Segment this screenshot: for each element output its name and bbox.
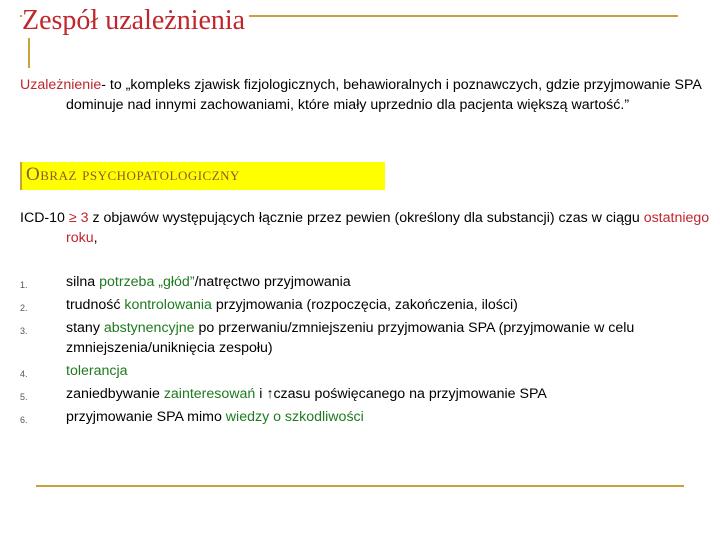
section-banner-label: Obraz psychopatologiczny [26, 164, 240, 185]
icd-threshold: ≥ 3 [68, 210, 89, 226]
list-item-highlight: wiedzy o szkodliwości [225, 409, 364, 425]
list-item-highlight: potrzeba „głód” [99, 274, 195, 290]
definition-term: Uzależnienie [20, 77, 102, 93]
list-item-text: stany [66, 320, 104, 336]
list-item-number: 4. [20, 369, 28, 379]
criteria-list [20, 272, 716, 430]
list-item-text: przyjmowania (rozpoczęcia, zakończenia, ilości) [211, 297, 518, 313]
definition-paragraph [20, 75, 710, 115]
list-item-number: 2. [20, 303, 28, 313]
section-banner [20, 162, 385, 190]
list-item-text: zaniedbywanie [66, 386, 164, 402]
list-item-text: trudność [66, 297, 125, 313]
list-item [20, 295, 716, 315]
list-item-number: 3. [20, 326, 28, 336]
list-item [20, 407, 716, 427]
icd-period: ostatniego roku [66, 210, 710, 246]
list-item-highlight: tolerancja [66, 363, 128, 379]
list-item-highlight: zainteresowań [163, 386, 256, 402]
icd-suffix: , [93, 230, 98, 246]
list-item-text: po przerwaniu/zmniejszeniu przyjmowania SPA (przyjmowanie w celu zmniejszenia/uniknięcia zespołu) [66, 320, 635, 356]
list-item-text: silna [66, 274, 100, 290]
icd-criteria-intro [20, 208, 710, 248]
page-title: Zespół uzależnienia [22, 4, 249, 38]
list-item-text: /natręctwo przyjmowania [194, 274, 351, 290]
list-item [20, 272, 716, 292]
icd-prefix: ICD-10 [20, 210, 65, 226]
list-item-text: i ↑czasu poświęcanego na przyjmowanie SPA [255, 386, 547, 402]
list-item-number: 5. [20, 392, 28, 402]
list-item [20, 384, 716, 404]
list-item-number: 1. [20, 280, 28, 290]
list-item [20, 318, 716, 358]
icd-middle: z objawów występujących łącznie przez pewien (określony dla substancji) czas w ciągu [92, 210, 640, 226]
list-item-highlight: abstynencyjne [103, 320, 195, 336]
definition-text: - to „kompleks zjawisk fizjologicznych, behawioralnych i poznawczych, gdzie przyjmowanie SPA dominuje nad innymi zachowaniami, które miały uprzednio dla pacjenta większą wartość.” [66, 77, 702, 113]
list-item-text: przyjmowanie SPA mimo [66, 409, 226, 425]
list-item-highlight: kontrolowania [124, 297, 212, 313]
list-item-number: 6. [20, 415, 28, 425]
footer-divider [36, 485, 684, 487]
list-item [20, 361, 716, 381]
